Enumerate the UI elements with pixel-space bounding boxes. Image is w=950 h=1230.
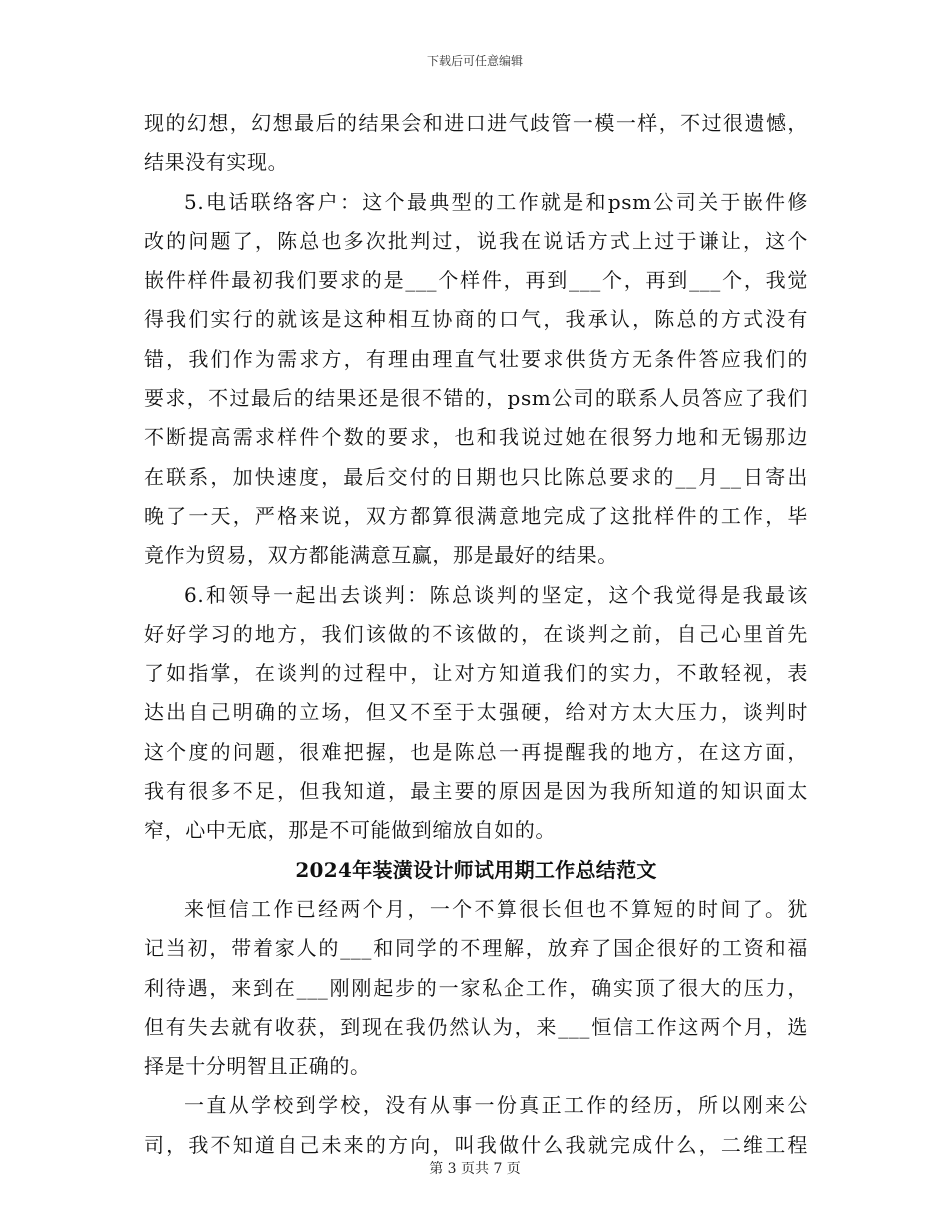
document-body xyxy=(144,104,808,1165)
paragraph-start-line: 一直从学校到学校，没有从事一份真正工作的经历，所以刚来公 xyxy=(184,1093,808,1118)
text-line: 错，我们作为需求方，有理由理直气壮要求供货方无条件答应我们的 xyxy=(144,346,808,371)
text-line: 达出自己明确的立场，但又不至于太强硬，给对方太大压力，谈判时 xyxy=(144,700,808,725)
page-header: 下载后可任意编辑 xyxy=(426,54,523,68)
page-footer: 第 3 页共 7 页 xyxy=(429,1161,521,1177)
paragraph-start-line: 来恒信工作已经两个月，一个不算很长但也不算短的时间了。犹 xyxy=(184,896,808,921)
text-line: 嵌件样件最初我们要求的是___个样件，再到___个，再到___个，我觉 xyxy=(144,268,808,293)
text-line: 结果没有实现。 xyxy=(144,150,289,175)
text-line: 了如指掌，在谈判的过程中，让对方知道我们的实力，不敢轻视，表 xyxy=(144,661,808,686)
text-line: 要求，不过最后的结果还是很不错的，psm公司的联系人员答应了我们 xyxy=(144,386,808,411)
text-line: 现的幻想，幻想最后的结果会和进口进气歧管一模一样，不过很遗憾， xyxy=(144,111,808,135)
text-line: 我有很多不足，但我知道，最主要的原因是因为我所知道的知识面太 xyxy=(144,779,808,804)
text-line: 好好学习的地方，我们该做的不该做的，在谈判之前，自己心里首先 xyxy=(144,621,808,646)
text-line: 改的问题了，陈总也多次批判过，说我在说话方式上过于谦让，这个 xyxy=(144,228,808,253)
text-line: 记当初，带着家人的___和同学的不理解，放弃了国企很好的工资和福 xyxy=(144,936,808,961)
text-line: 择是十分明智且正确的。 xyxy=(144,1054,371,1079)
text-line: 这个度的问题，很难把握，也是陈总一再提醒我的地方，在这方面， xyxy=(144,739,808,764)
text-line: 晚了一天，严格来说，双方都算很满意地完成了这批样件的工作，毕 xyxy=(144,503,808,528)
text-line: 竟作为贸易，双方都能满意互赢，那是最好的结果。 xyxy=(144,543,618,568)
paragraph-start-line: 5.电话联络客户：这个最典型的工作就是和psm公司关于嵌件修 xyxy=(184,189,808,214)
text-line: 利待遇，来到在___刚刚起步的一家私企工作，确实顶了很大的压力， xyxy=(144,975,808,1000)
text-line: 窄，心中无底，那是不可能做到缩放自如的。 xyxy=(144,818,556,843)
text-line: 不断提高需求样件个数的要求，也和我说过她在很努力地和无锡那边 xyxy=(144,425,808,450)
text-line: 但有失去就有收获，到现在我仍然认为，来___恒信工作这两个月，选 xyxy=(144,1014,808,1039)
text-line: 在联系，加快速度，最后交付的日期也只比陈总要求的__月__日寄出 xyxy=(144,464,808,489)
text-line: 司，我不知道自己未来的方向，叫我做什么我就完成什么，二维工程 xyxy=(144,1132,808,1157)
section-title: 2024年装潢设计师试用期工作总结范文 xyxy=(295,857,657,882)
paragraph-start-line: 6.和领导一起出去谈判：陈总谈判的坚定，这个我觉得是我最该 xyxy=(184,582,808,607)
text-line: 得我们实行的就该是这种相互协商的口气，我承认，陈总的方式没有 xyxy=(144,307,808,332)
